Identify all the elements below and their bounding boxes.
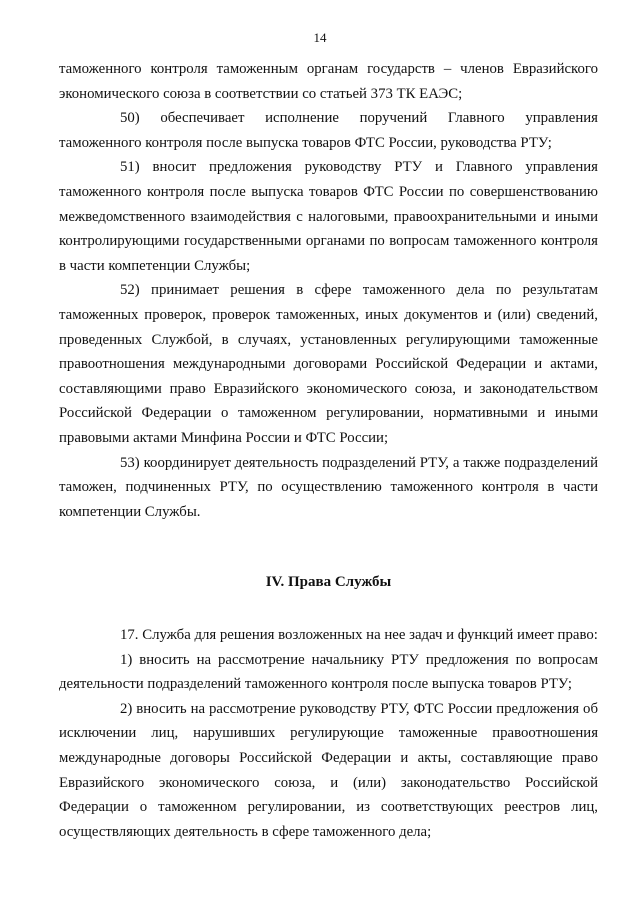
paragraph-right-2: 2) вносить на рассмотрение руководству РТУ, ФТС России предложения об исключении лиц, нарушивших регулирующие таможенные правоотношения международные договоры Российской Федерации и акты, составляющие право Евразийского экономического союза, и (или) законодательство Российской Федерации о таможенном регулировании, из соответствующих реестров лиц, осуществляющих деятельность в сфере таможенного дела; [59,700,598,840]
paragraph-continuation: таможенного контроля таможенным органам государств – членов Евразийского экономического союза в соответствии со статьей 373 ТК ЕАЭС; [59,61,598,102]
section-heading: IV. Права Службы [265,574,392,590]
paragraph-item-50: 50) обеспечивает исполнение поручений Главного управления таможенного контроля после выпуска товаров ФТС России, руководства РТУ; [59,110,598,151]
paragraph-right-1: 1) вносить на рассмотрение начальнику РТУ предложения по вопросам деятельности подразделений таможенного контроля после выпуска товаров РТУ; [59,651,598,693]
text-block-top [59,57,598,524]
paragraph-item-51: 51) вносит предложения руководству РТУ и Главного управления таможенного контроля после выпуска товаров ФТС России по совершенствованию межведомственного взаимодействия с налоговыми, правоохранительными и иными контролирующими государственными органами по вопросам таможенного контроля в части компетенции Службы; [59,159,598,274]
paragraph-item-52: 52) принимает решения в сфере таможенного дела по результатам таможенных проверок, проверок таможенных, иных документов и (или) сведений, проведенных Службой, в случаях, установленных регулирующими таможенные правоотношения международными договорами Российской Федерации и актами, составляющими право Евразийского экономического союза, и законодательством Российской Федерации о таможенном регулировании, нормативными и иными правовыми актами Минфина России и ФТС России; [59,282,598,446]
text-block-bottom [59,623,598,844]
section-heading-block [59,570,598,595]
paragraph-item-53: 53) координирует деятельность подразделений РТУ, а также подразделений таможен, подчиненных РТУ, по осуществлению таможенного контроля в части компетенции Службы. [59,454,598,520]
paragraph-item-17: 17. Служба для решения возложенных на нее задач и функций имеет право: [120,627,598,643]
page-number: 14 [313,30,327,45]
